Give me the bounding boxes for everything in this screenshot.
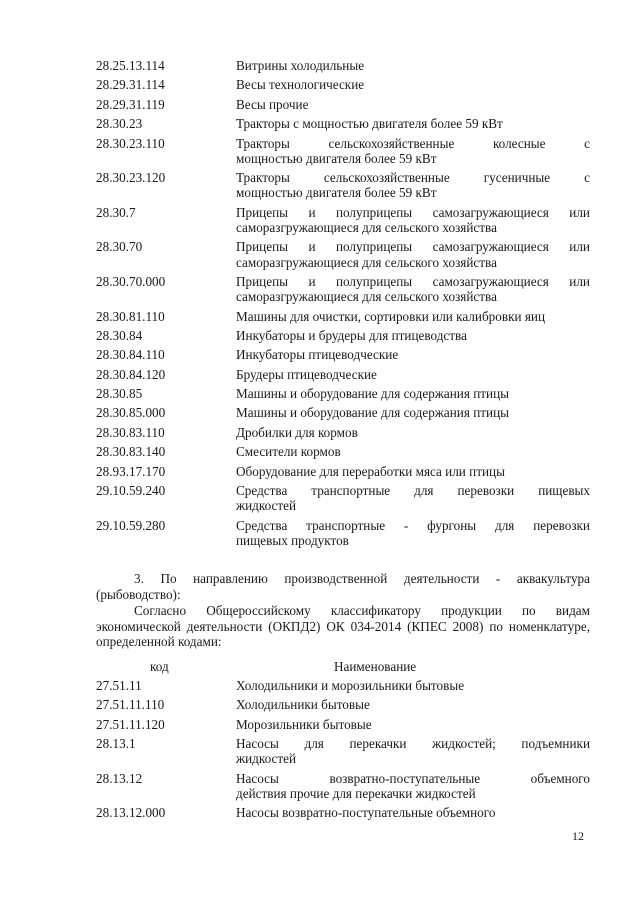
table-row xyxy=(96,736,590,766)
row-code: 28.30.23.110 xyxy=(96,135,165,151)
row-code: 28.30.84.110 xyxy=(96,347,165,363)
row-code: 28.13.1 xyxy=(96,736,136,752)
table-row xyxy=(96,386,590,401)
row-name xyxy=(236,386,590,401)
row-name-line: Морозильники бытовые xyxy=(236,716,372,732)
table-row xyxy=(96,425,590,440)
row-code: 28.30.23 xyxy=(96,116,143,132)
row-name-line: мощностью двигателя более 59 кВт xyxy=(236,185,437,201)
row-name-line: Прицепы и полуприцепы самозагружающиеся или xyxy=(236,204,590,220)
row-code: 28.29.31.114 xyxy=(96,77,165,93)
table-row xyxy=(96,518,590,548)
row-name-line: саморазгружающиеся для сельского хозяйства xyxy=(236,254,497,270)
row-name-line: Брудеры птицеводческие xyxy=(236,366,377,382)
row-code: 27.51.11.120 xyxy=(96,716,165,732)
row-name-line: Весы технологические xyxy=(236,77,365,93)
table-row xyxy=(96,483,590,513)
row-name-line: Инкубаторы и брудеры для птицеводства xyxy=(236,327,467,343)
row-name-line: жидкостей xyxy=(236,751,297,767)
row-code: 28.93.17.170 xyxy=(96,463,166,479)
row-name xyxy=(236,205,590,235)
row-name xyxy=(236,444,590,459)
row-name xyxy=(236,170,590,200)
row-name-line: Насосы для перекачки жидкостей; подъемники xyxy=(236,736,590,752)
row-name-line: жидкостей xyxy=(236,498,297,514)
row-code: 28.25.13.114 xyxy=(96,58,165,73)
table-row xyxy=(96,464,590,479)
row-name xyxy=(236,805,590,820)
row-name-line: Тракторы сельскохозяйственные колесные с xyxy=(236,135,590,151)
row-code: 28.30.84 xyxy=(96,327,143,343)
row-name-line: Машины для очистки, сортировки или калибровки яиц xyxy=(236,308,546,324)
table-row xyxy=(96,328,590,343)
table-row xyxy=(96,805,590,820)
row-name xyxy=(236,136,590,166)
table-row xyxy=(96,58,590,73)
row-name-line: Холодильники и морозильники бытовые xyxy=(236,678,465,693)
table-row xyxy=(96,697,590,712)
page-number: 12 xyxy=(572,829,584,843)
row-code: 28.30.81.110 xyxy=(96,308,165,324)
table-row xyxy=(96,77,590,92)
row-code: 29.10.59.280 xyxy=(96,517,166,533)
row-code: 27.51.11 xyxy=(96,678,142,693)
table-row xyxy=(96,367,590,382)
row-name xyxy=(236,736,590,766)
row-name xyxy=(236,697,590,712)
table-row xyxy=(96,405,590,420)
row-name xyxy=(236,97,590,112)
row-name-line: Весы прочие xyxy=(236,96,309,112)
row-name xyxy=(236,58,590,73)
row-name-line: Насосы возвратно-поступательные объемного xyxy=(236,770,590,786)
row-code: 28.29.31.119 xyxy=(96,96,165,112)
row-name xyxy=(236,367,590,382)
row-name-line: Средства транспортные для перевозки пищевых xyxy=(236,483,590,499)
row-code: 28.30.83.140 xyxy=(96,444,166,460)
row-code: 29.10.59.240 xyxy=(96,483,166,499)
equipment-table-aquaculture xyxy=(96,678,590,825)
row-name xyxy=(236,328,590,343)
table-row xyxy=(96,116,590,131)
row-name-line: действия прочие для перекачки жидкостей xyxy=(236,785,476,801)
column-header-name: Наименование xyxy=(334,659,417,674)
row-name xyxy=(236,116,590,131)
row-name xyxy=(236,347,590,362)
row-name-line: Холодильники бытовые xyxy=(236,697,370,713)
section-3-classifier-paragraph: Согласно Общероссийскому классификатору продукции по видам экономической деятельности (ОКПД2) ОК 034-2014 (КПЕС 2008) по номенклатуре, определенной кодами: xyxy=(96,603,590,650)
table-row xyxy=(96,347,590,362)
row-name xyxy=(236,405,590,420)
table-row xyxy=(96,274,590,304)
row-name xyxy=(236,678,590,693)
row-name-line: пищевых продуктов xyxy=(236,532,349,548)
table-row xyxy=(96,170,590,200)
row-name xyxy=(236,239,590,269)
row-name xyxy=(236,771,590,801)
row-name-line: Прицепы и полуприцепы самозагружающиеся или xyxy=(236,239,590,255)
table-row xyxy=(96,444,590,459)
row-name xyxy=(236,274,590,304)
row-name-line: Оборудование для переработки мяса или птицы xyxy=(236,463,505,479)
row-name-line: саморазгружающиеся для сельского хозяйства xyxy=(236,289,497,305)
row-name xyxy=(236,717,590,732)
row-name-line: Дробилки для кормов xyxy=(236,424,358,440)
row-name xyxy=(236,77,590,92)
column-header-code: код xyxy=(150,659,169,674)
row-name-line: Прицепы и полуприцепы самозагружающиеся или xyxy=(236,273,590,289)
table-row xyxy=(96,771,590,801)
row-code: 28.30.70 xyxy=(96,239,143,255)
row-code: 28.30.84.120 xyxy=(96,366,166,382)
row-code: 28.30.70.000 xyxy=(96,273,166,289)
section-3-heading: 3. По направлению производственной деятельности - аквакультура (рыбоводство): xyxy=(96,571,590,602)
row-name xyxy=(236,464,590,479)
row-code: 28.30.85.000 xyxy=(96,405,166,421)
row-name-line: Смесители кормов xyxy=(236,444,341,460)
row-name-line: Насосы возвратно-поступательные объемного xyxy=(236,805,496,821)
row-name xyxy=(236,518,590,548)
row-name-line: саморазгружающиеся для сельского хозяйства xyxy=(236,219,497,235)
row-name-line: Витрины холодильные xyxy=(236,58,365,73)
row-name-line: Машины и оборудование для содержания птицы xyxy=(236,405,510,421)
row-code: 27.51.11.110 xyxy=(96,697,165,713)
row-name-line: Средства транспортные - фургоны для перевозки xyxy=(236,517,590,533)
row-name-line: Тракторы с мощностью двигателя более 59 кВт xyxy=(236,116,503,132)
table-row xyxy=(96,136,590,166)
table-row xyxy=(96,717,590,732)
row-code: 28.30.7 xyxy=(96,204,136,220)
row-name-line: Тракторы сельскохозяйственные гусеничные с xyxy=(236,170,590,186)
row-code: 28.13.12.000 xyxy=(96,805,166,821)
row-name xyxy=(236,425,590,440)
row-code: 28.30.85 xyxy=(96,386,143,402)
row-name-line: Инкубаторы птицеводческие xyxy=(236,347,399,363)
table-row xyxy=(96,239,590,269)
row-name-line: мощностью двигателя более 59 кВт xyxy=(236,150,437,166)
row-code: 28.13.12 xyxy=(96,770,143,786)
row-name xyxy=(236,309,590,324)
table-row xyxy=(96,97,590,112)
equipment-table-poultry xyxy=(96,58,590,552)
row-code: 28.30.83.110 xyxy=(96,424,165,440)
table-row xyxy=(96,205,590,235)
row-name xyxy=(236,483,590,513)
row-code: 28.30.23.120 xyxy=(96,170,166,186)
table-row xyxy=(96,309,590,324)
row-name-line: Машины и оборудование для содержания птицы xyxy=(236,386,510,402)
table-row xyxy=(96,678,590,693)
